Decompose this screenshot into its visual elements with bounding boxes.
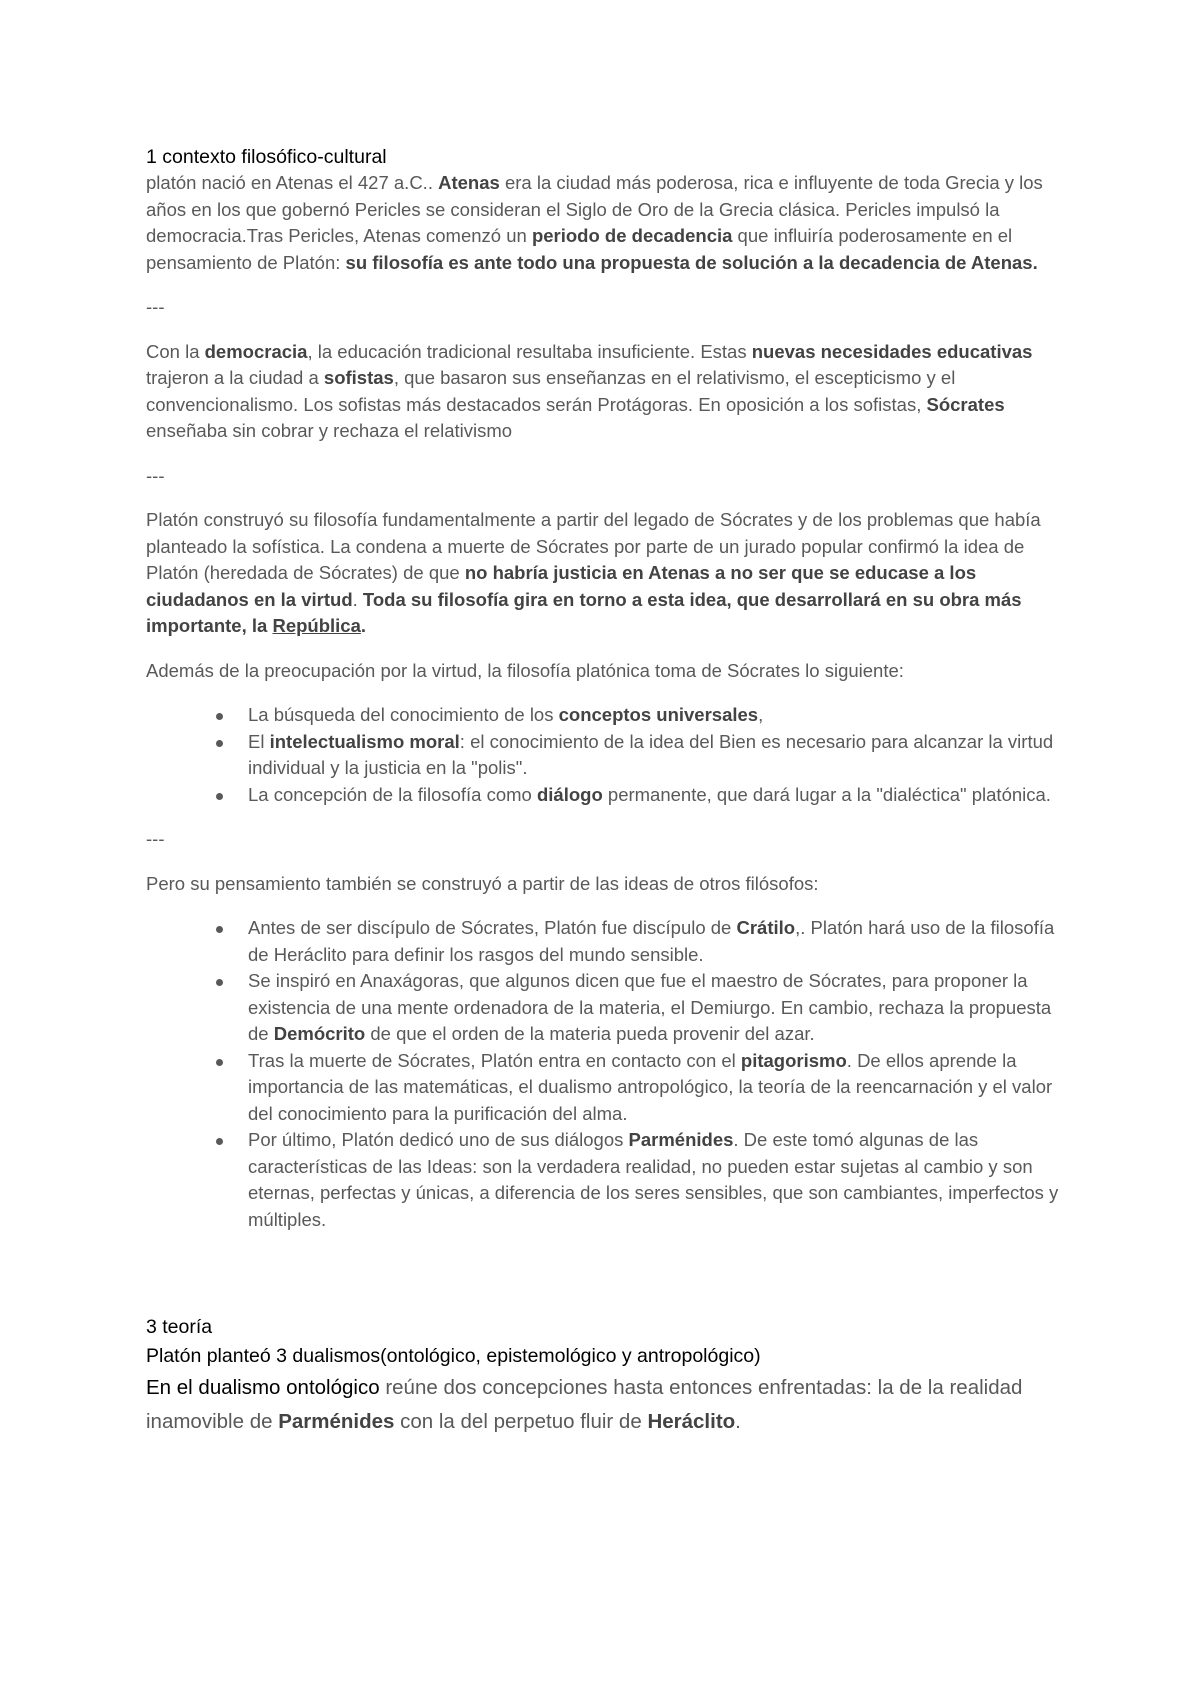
separator: --- xyxy=(146,296,165,317)
text-run: Con la xyxy=(146,340,205,362)
text-run: que influiría poderosamente en el pensamiento de Platón: xyxy=(146,225,1013,273)
separator: --- xyxy=(146,828,165,849)
bold-text: Atenas xyxy=(438,172,500,193)
bullet-icon xyxy=(216,1138,223,1145)
bold-text: Demócrito xyxy=(273,1023,366,1044)
ontological-dualism-paragraph xyxy=(146,1371,1066,1439)
bullet-icon xyxy=(216,1059,223,1066)
text-run: Antes de ser discípulo de Sócrates, Platón fue discípulo de xyxy=(248,917,737,938)
bold-text: Crátilo xyxy=(736,917,796,938)
text-run: , la educación tradicional resultaba insuficiente. Estas xyxy=(307,340,752,362)
philosophers-list xyxy=(146,915,1066,1233)
text-run: Tras la muerte de Sócrates, Platón entra en contacto con el xyxy=(248,1049,741,1071)
bold-text: Sócrates xyxy=(926,393,1005,415)
socrates-list xyxy=(146,702,1066,808)
list-item xyxy=(248,782,1066,809)
key-phrase: En el dualismo ontológico xyxy=(146,1376,380,1399)
text-run: La búsqueda del conocimiento de los xyxy=(248,704,559,725)
bullet-icon xyxy=(216,926,223,933)
text-run: , xyxy=(758,704,764,725)
bold-text: Heráclito xyxy=(647,1410,736,1433)
text-run: Platón construyó su filosofía fundamentalmente a partir del legado de Sócrates y de los problemas que había planteado la sofística. La condena a muerte de Sócrates por parte de un jurado popular confirmó la idea de Platón (heredada de Sócrates) de que xyxy=(146,509,1041,583)
other-philosophers-intro: Pero su pensamiento también se construyó a partir de las ideas de otros filósofos: xyxy=(146,872,819,894)
bold-text: Parménides xyxy=(628,1129,734,1150)
list-item xyxy=(248,968,1066,1048)
list-item xyxy=(248,1127,1066,1233)
bullet-icon xyxy=(216,979,223,986)
text-run: El xyxy=(248,730,270,752)
bold-text: democracia xyxy=(204,340,308,362)
list-item xyxy=(248,729,1066,782)
socrates-intro-paragraph: Además de la preocupación por la virtud, la filosofía platónica toma de Sócrates lo siguiente: xyxy=(146,659,904,681)
bullet-icon xyxy=(216,793,223,800)
bold-text: conceptos universales xyxy=(558,704,759,725)
context-paragraph xyxy=(146,170,1066,276)
bold-text: . xyxy=(360,615,367,636)
republica-link[interactable]: República xyxy=(272,615,361,636)
section-3-heading: 3 teoría xyxy=(146,1316,213,1338)
text-run: enseñaba sin cobrar y rechaza el relativismo xyxy=(146,420,513,441)
bold-text: diálogo xyxy=(536,783,603,805)
text-run: . De ellos aprende la importancia de las matemáticas, el dualismo antropológico, la teoría de la reencarnación y el valor del conocimiento para la purificación del alma. xyxy=(248,1049,1053,1124)
bold-text: Toda su filosofía gira en torno a esta idea, que desarrollará en su obra más importante, la xyxy=(146,588,1022,636)
text-run: La concepción de la filosofía como xyxy=(248,783,537,805)
list-item xyxy=(248,702,1066,729)
bold-text: no habría justicia en Atenas a no ser que se educase a los ciudadanos en la virtud xyxy=(146,562,977,610)
bold-text: pitagorismo xyxy=(740,1049,847,1071)
text-run: , que basaron sus enseñanzas en el relativismo, el escepticismo y el convencionalismo. Los sofistas más destacados serán Protágoras. En oposición a los sofistas, xyxy=(146,367,956,415)
text-run: reúne dos concepciones hasta entonces enfrentadas: la de la realidad inamovible de xyxy=(146,1376,1023,1433)
text-run: platón nació en Atenas el 427 a.C.. xyxy=(146,172,439,193)
text-run: de que el orden de la materia pueda provenir del azar. xyxy=(365,1023,815,1044)
bold-text: periodo de decadencia xyxy=(531,225,733,246)
bold-text: Parménides xyxy=(278,1410,395,1433)
text-run: . De este tomó algunas de las características de las Ideas: son la verdadera realidad, no pueden estar sujetas al cambio y son eternas, perfectas y únicas, a diferencia de los seres sensibles, que son cambiantes, imperfectos y múltiples. xyxy=(248,1129,1059,1230)
text-run: : el conocimiento de la idea del Bien es necesario para alcanzar la virtud individual y la justicia en la "polis". xyxy=(248,730,1054,778)
bold-text: nuevas necesidades educativas xyxy=(751,340,1033,362)
text-run: . xyxy=(352,588,363,610)
sophists-paragraph xyxy=(146,339,1066,445)
section-3-subheading: Platón planteó 3 dualismos(ontológico, epistemológico y antropológico) xyxy=(146,1345,761,1367)
document-page xyxy=(146,144,1066,1439)
bullet-icon xyxy=(216,740,223,747)
section-1-heading: 1 contexto filosófico-cultural xyxy=(146,146,387,168)
legacy-paragraph xyxy=(146,507,1066,640)
text-run: trajeron a la ciudad a xyxy=(146,367,324,388)
bold-text: sofistas xyxy=(323,367,394,388)
list-item xyxy=(248,1048,1066,1128)
bold-text: intelectualismo moral xyxy=(269,730,460,752)
bold-text: su filosofía es ante todo una propuesta de solución a la decadencia de Atenas. xyxy=(345,251,1038,273)
text-run: era la ciudad más poderosa, rica e influyente de toda Grecia y los años en los que gobernó Pericles se consideran el Siglo de Oro de la Grecia clásica. Pericles impulsó la democracia.Tras Pericles, Atenas comenzó un xyxy=(146,172,1043,246)
text-run: Se inspiró en Anaxágoras, que algunos dicen que fue el maestro de Sócrates, para proponer la existencia de una mente ordenadora de la materia, el Demiurgo. En cambio, rechaza la propuesta de xyxy=(248,970,1052,1044)
text-run: . xyxy=(735,1410,741,1433)
text-run: Por último, Platón dedicó uno de sus diálogos xyxy=(248,1129,629,1150)
bullet-icon xyxy=(216,713,223,720)
text-run: permanente, que dará lugar a la "dialéctica" platónica. xyxy=(602,783,1051,805)
separator: --- xyxy=(146,464,165,486)
text-run: ,. Platón hará uso de la filosofía de Heráclito para definir los rasgos del mundo sensible. xyxy=(248,917,1055,965)
list-item xyxy=(248,915,1066,968)
text-run: con la del perpetuo fluir de xyxy=(394,1410,648,1433)
